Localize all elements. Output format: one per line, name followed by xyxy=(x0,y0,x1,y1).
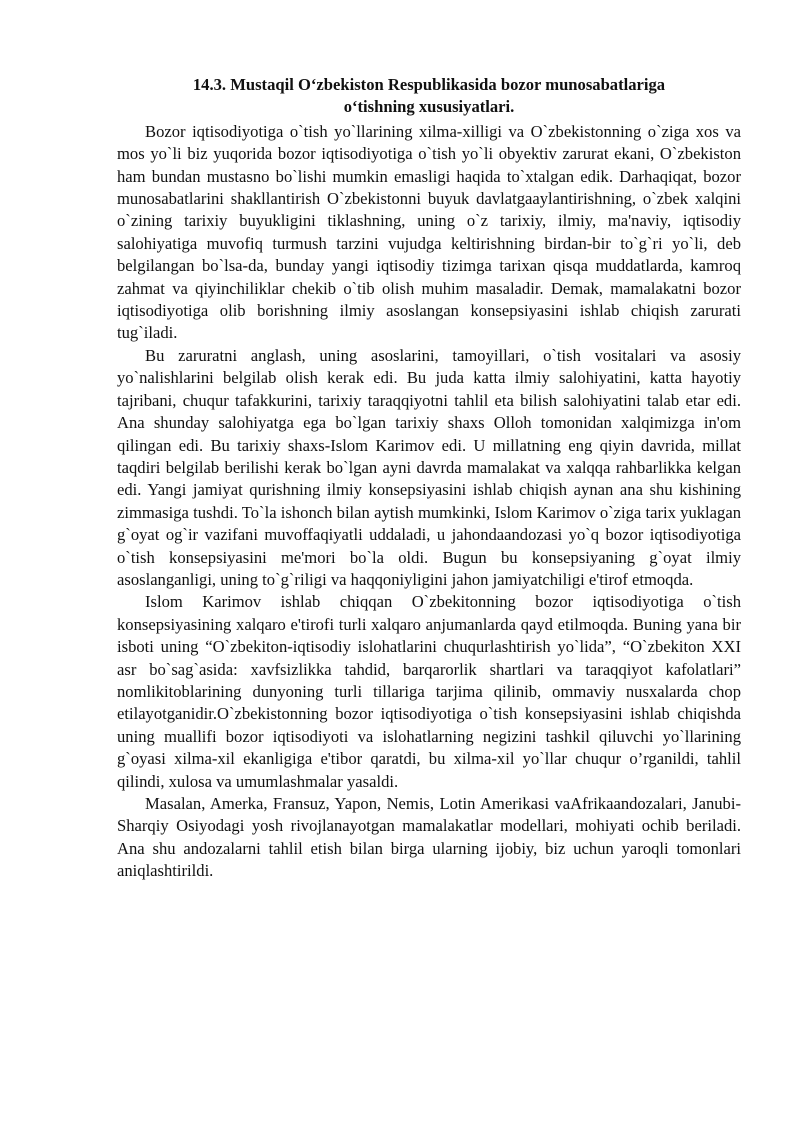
section-title xyxy=(117,74,741,119)
document-page xyxy=(117,74,741,883)
paragraph-4: Masalan, Amerka, Fransuz, Yapon, Nemis, Lotin Amerikasi vaAfrikaandozalari, Janubi-Sharqiy Osiyodagi yosh rivojlanayotgan mamalakatlar modellari, mohiyati ochib beriladi. Ana shu andozalarni tahlil etish bilan birga ularning ijobiy, biz uchun yaroqli tomonlari aniqlashtirildi. xyxy=(117,794,741,881)
section-title-line-2: o‘tishning xususiyatlari. xyxy=(343,97,515,117)
paragraph-2: Bu zaruratni anglash, uning asoslarini, tamoyillari, o`tish vositalari va asosiy yo`nalishlarini belgilab olish kerak edi. Bu juda katta ilmiy salohiyatini, katta hayotiy tajribani, chuqur tafakkurini, tarixiy taraqqiyotni tahlil eta bilish salohiyatini talab etar edi. Ana shunday salohiyatga ega bo`lgan tarixiy shaxs Olloh tomonidan xalqimizga in'om qilingan edi. Bu tarixiy shaxs-Islom Karimov edi. U millatning eng qiyin davrida, millat taqdiri belgilab berilishi kerak bo`lgan ayni davrda mamalakat va xalqqa rahbarlikka kelgan edi. Yangi jamiyat qurishning ilmiy konsepsiyasini ishlab chiqish aynan ana shu kishining zimmasiga tushdi. To`la ishonch bilan aytish mumkinki, Islom Karimov o`ziga tarix yuklagan g`oyat og`ir vazifani muvoffaqiyatli uddaladi, u jahondaandozasi yo`q bozor iqtisodiyotiga o`tish konsepsiyasini me'mori bo`la oldi. Bugun bu konsepsiyaning g`oyat ilmiy asoslanganligi, uning to`g`riligi va haqqoniyligini jahon jamiyatchiligi e'tirof etmoqda. xyxy=(117,345,741,589)
section-title-line-1: 14.3. Mustaqil O‘zbekiston Respublikasida bozor munosabatlariga xyxy=(192,75,666,94)
paragraph-1: Bozor iqtisodiyotiga o`tish yo`llarining xilma-xilligi va O`zbekistonning o`ziga xos va mos yo`li biz yuqorida bozor iqtisodiyotiga o`tish yo`li obyektiv zarurat ekani, O`zbekiston ham bundan mustasno bo`lishi mumkin emasligi haqida to`xtalgan edik. Darhaqiqat, bozor munosabatlarini shakllantirish O`zbekistonni buyuk davlatgaaylantirishning, o`zbek xalqini o`zining tarixiy buyukligini tiklashning, uning o`z tarixiy, ilmiy, ma'naviy, iqtisodiy salohiyatiga muvofiq turmush tarzini vujudga keltirishning birdan-bir to`g`ri yo`li, deb belgilangan bo`lsa-da, bunday yangi iqtisodiy tizimga tarixan qisqa muddatlarda, kamroq zahmat va qiyinchiliklar chekib o`tib olish muhim masaladir. Demak, mamalakatni bozor iqtisodiyotiga olib borishning ilmiy asoslangan konsepsiyasini ishlab chiqish zarurati tug`iladi. xyxy=(117,121,741,343)
paragraph-3: Islom Karimov ishlab chiqqan O`zbekitonning bozor iqtisodiyotiga o`tish konsepsiyasining xalqaro e'tirofi turli xalqaro anjumanlarda qayd etilmoqda. Buning yana bir isboti uning “O`zbekiton-iqtisodiy islohatlarini chuqurlashtirish yo`lida”, “O`zbekiton XXI asr bo`sag`asida: xavfsizlikka tahdid, barqarorlik shartlari va taraqqiyot kafolatlari” nomlikitoblarining dunyoning turli tillariga tarjima qilinib, ommaviy nusxalarda chop etilayotganidir.O`zbekistonning bozor iqtisodiyotiga o`tish konsepsiyasini ishlab chiqishda uning muallifi bozor iqtisodiyoti va islohatlarning negizini tashkil qiluvchi yo`llarining g`oyasi xilma-xil ekanligiga e'tibor qaratdi, bu xilma-xil yo`llar chuqur o’rganildi, tahlil qilindi, xulosa va umumlashmalar yasaldi. xyxy=(117,592,741,791)
